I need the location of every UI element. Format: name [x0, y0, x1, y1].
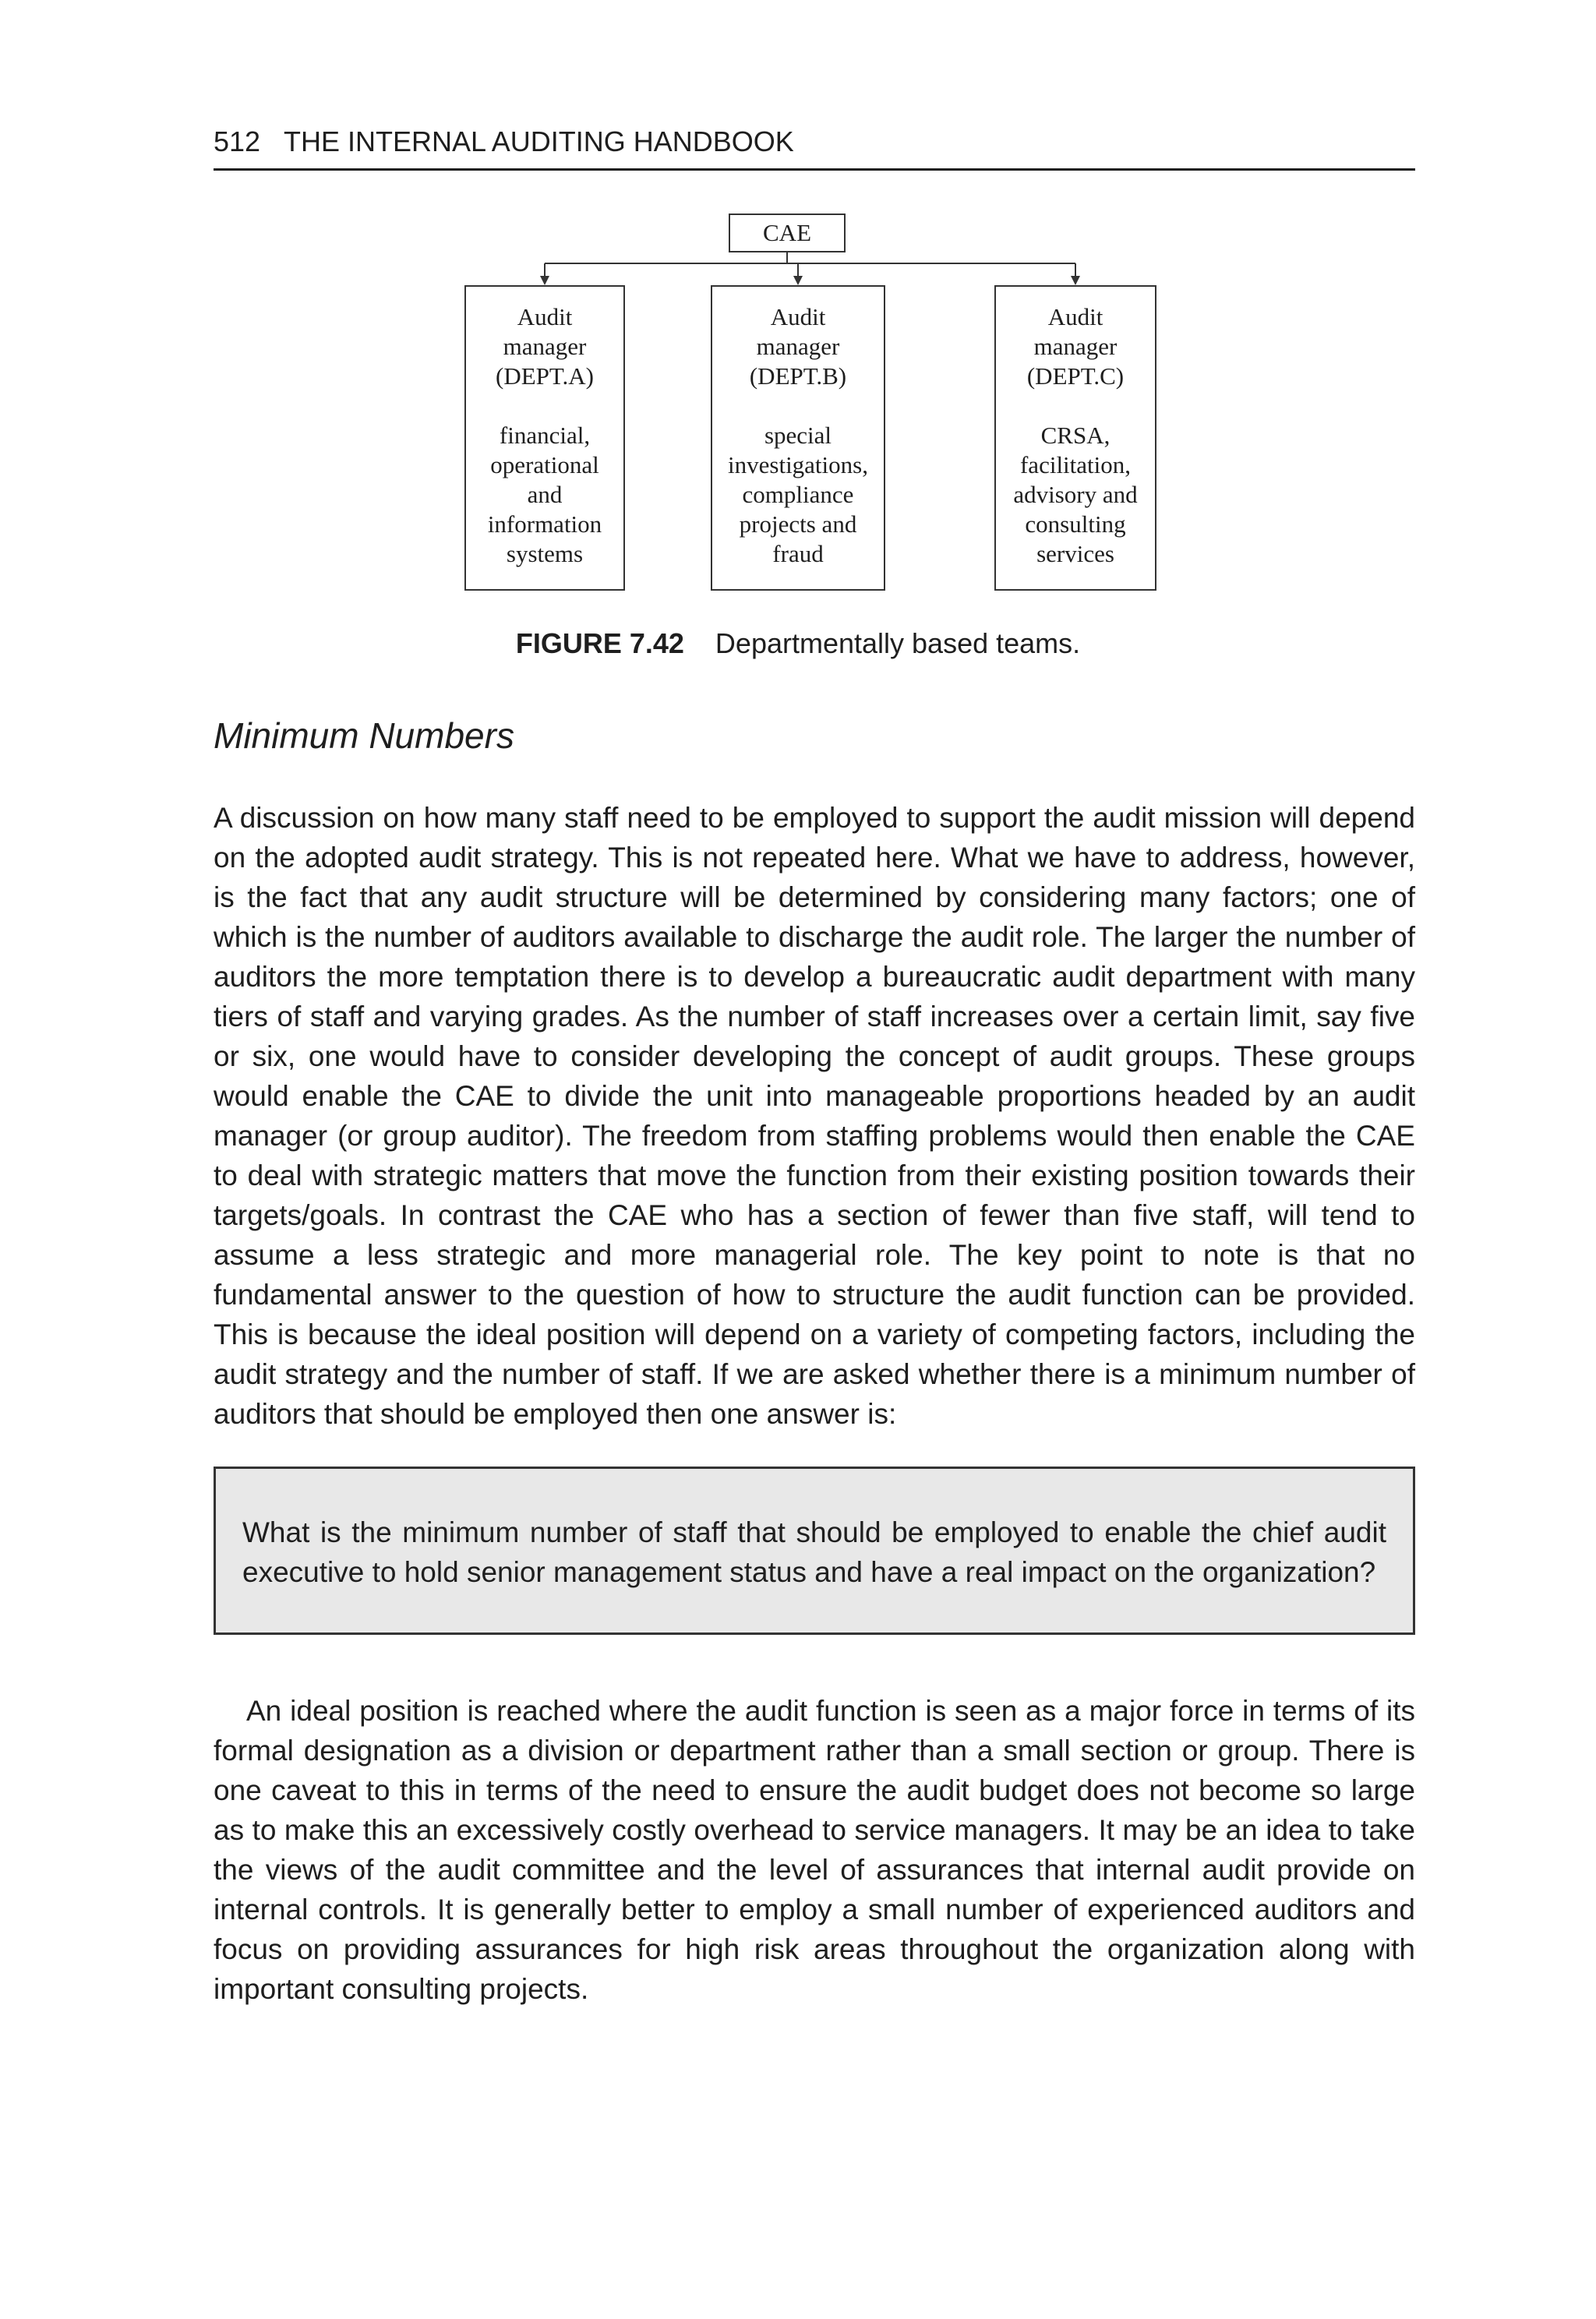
page-number: 512 [214, 125, 261, 157]
org-chart-diagram [460, 210, 1161, 600]
dept-a-scope: financial, operational and information systems [487, 422, 602, 567]
body-paragraph-2: An ideal position is reached where the audit function is seen as a major force in terms of its formal designation as a division or department rather than a small section or group. There is one caveat to this in terms of the need to ensure the audit budget does not become so large as to make this an excessively costly overhead to service managers. It may be an idea to take the views of the audit committee and the level of assurances that internal audit provide on internal controls. It is generally better to employ a small number of experienced auditors and focus on providing assurances for high risk areas throughout the organization along with important consulting projects. [214, 1695, 1415, 2005]
figure-caption-text: Departmentally based teams. [715, 627, 1081, 659]
dept-c-role: Audit manager (DEPT.C) [1026, 303, 1125, 390]
body-paragraph-1: A discussion on how many staff need to be employed to support the audit mission will depend on the adopted audit strategy. This is not repeated here. What we have to address, however, is the fact that any audit structure will be determined by considering many factors; one of which is the number of auditors available to discharge the audit role. The larger the number of auditors the more temptation there is to develop a bureaucratic audit department with many tiers of staff and varying grades. As the number of staff increases over a certain limit, say five or six, one would have to consider developing the concept of audit groups. These groups would enable the CAE to divide the unit into manageable proportions headed by an audit manager (or group auditor). The freedom from staffing problems would then enable the CAE to deal with strategic matters that move the function from their existing position towards their targets/goals. In contrast the CAE who has a section of fewer than five staff, will tend to assume a less strategic and more managerial role. The key point to note is that no fundamental answer to the question of how to structure the audit function can be provided. This is because the ideal position will depend on a variety of competing factors, including the audit strategy and the number of staff. If we are asked whether there is a minimum number of auditors that should be employed then one answer is: [214, 802, 1415, 1430]
dept-b-role: Audit manager (DEPT.B) [749, 303, 847, 390]
audit-manager-dept-b-box [711, 285, 885, 591]
dept-c-scope: CRSA, facilitation, advisory and consulting services [1013, 422, 1138, 567]
running-header [214, 123, 1415, 171]
audit-manager-dept-a-box [464, 285, 625, 591]
book-title: THE INTERNAL AUDITING HANDBOOK [284, 125, 794, 157]
dept-a-role: Audit manager (DEPT.A) [496, 303, 594, 390]
cae-box: CAE [729, 214, 846, 252]
dept-b-scope: special investigations, compliance projects and fraud [728, 422, 868, 567]
arrowhead-dept-b [793, 276, 803, 285]
audit-manager-dept-c-box [994, 285, 1156, 591]
callout-text: What is the minimum number of staff that should be employed to enable the chief audit executive to hold senior management status and have a real impact on the organization? [242, 1516, 1386, 1588]
figure-label: FIGURE 7.42 [515, 627, 684, 659]
arrowhead-dept-c [1071, 276, 1080, 285]
callout-box [214, 1467, 1415, 1635]
arrowhead-dept-a [540, 276, 549, 285]
section-heading: Minimum Numbers [214, 715, 514, 756]
figure-caption [0, 627, 1596, 661]
